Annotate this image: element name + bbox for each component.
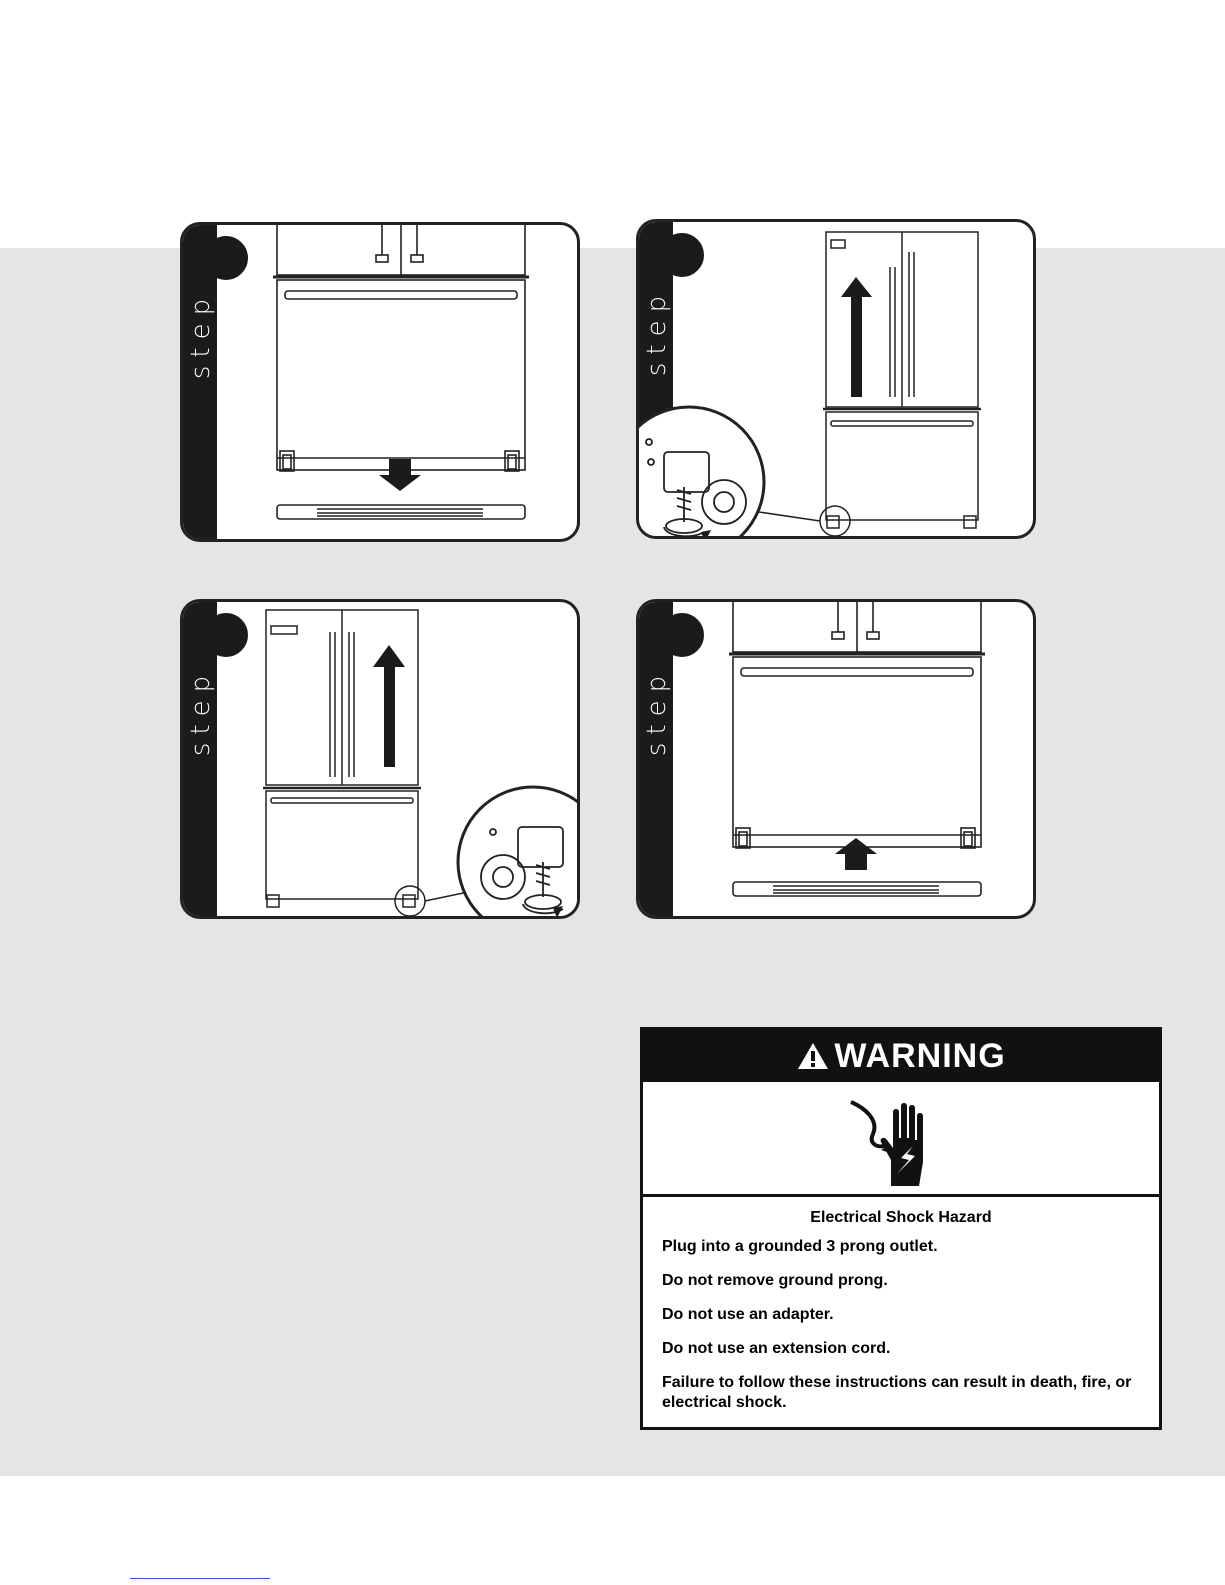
leveling-leg-zoom-icon (453, 782, 580, 919)
step-label: step (186, 290, 216, 380)
step-label: step (186, 667, 216, 757)
step-panel-1 (180, 222, 580, 542)
warning-line: Do not use an adapter. (662, 1306, 834, 1323)
warning-triangle-icon (796, 1041, 830, 1071)
warning-header (643, 1030, 1159, 1082)
warning-icon-area (640, 1082, 1162, 1197)
warning-box (640, 1027, 1162, 1430)
warning-lines (662, 1237, 1159, 1413)
fridge-bottom-illustration (639, 602, 1036, 919)
leveling-leg-zoom-icon (636, 402, 769, 539)
step-panel-2 (636, 219, 1036, 539)
electrical-shock-hand-icon (843, 1090, 943, 1190)
step-panel-3 (180, 599, 580, 919)
footer-link-underline[interactable] (130, 1578, 270, 1579)
fridge-bottom-illustration (183, 225, 580, 542)
step-panel-4 (636, 599, 1036, 919)
step-label: step (642, 287, 672, 377)
hazard-title: Electrical Shock Hazard (810, 1209, 992, 1226)
warning-line: Failure to follow these instructions can result in death, fire, or electrical shock. (662, 1374, 1132, 1411)
warning-line: Do not use an extension cord. (662, 1340, 891, 1357)
warning-line: Do not remove ground prong. (662, 1272, 888, 1289)
warning-header-text: WARNING (834, 1036, 1006, 1075)
step-label: step (642, 667, 672, 757)
warning-line: Plug into a grounded 3 prong outlet. (662, 1238, 938, 1255)
